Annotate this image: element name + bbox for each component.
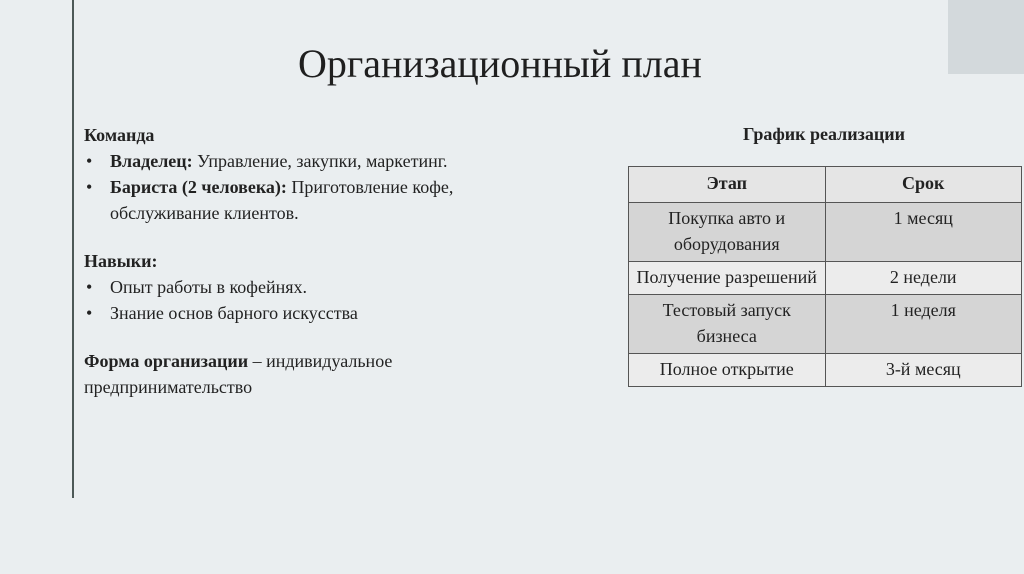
org-form-text: – индивидуальное предпринимательство xyxy=(84,351,393,397)
corner-decoration xyxy=(948,0,1024,74)
skills-item-text: Знание основ барного искусства xyxy=(110,303,358,323)
schedule-header-row xyxy=(629,167,1022,203)
team-item-text: Управление, закупки, маркетинг. xyxy=(192,151,448,171)
schedule-table xyxy=(628,166,1022,387)
team-item-label: Владелец: xyxy=(110,151,193,171)
bullet-icon: • xyxy=(86,151,93,171)
table-row xyxy=(629,262,1022,295)
skills-item-text: Опыт работы в кофейнях. xyxy=(110,277,307,297)
team-heading: Команда xyxy=(84,125,155,145)
page-title: Организационный план xyxy=(298,41,702,86)
left-content xyxy=(84,122,554,400)
team-item-label: Бариста (2 человека): xyxy=(110,177,287,197)
term-cell: 1 неделя xyxy=(825,295,1022,354)
schedule-title: График реализации xyxy=(743,124,905,144)
stage-cell: Получение разрешений xyxy=(629,262,826,295)
bullet-icon: • xyxy=(86,277,93,297)
team-list xyxy=(84,148,554,226)
org-form xyxy=(84,348,554,400)
term-cell: 1 месяц xyxy=(825,203,1022,262)
skills-item xyxy=(84,274,554,300)
stage-cell: Тестовый запуск бизнеса xyxy=(629,295,826,354)
team-item-barista xyxy=(84,174,554,226)
term-cell: 2 недели xyxy=(825,262,1022,295)
table-row xyxy=(629,203,1022,262)
stage-cell: Полное открытие xyxy=(629,354,826,387)
left-divider-line xyxy=(72,0,74,498)
header-term: Срок xyxy=(825,167,1022,203)
term-cell: 3-й месяц xyxy=(825,354,1022,387)
skills-heading: Навыки: xyxy=(84,251,158,271)
org-form-label: Форма организации xyxy=(84,351,249,371)
skills-list xyxy=(84,274,554,326)
skills-item xyxy=(84,300,554,326)
bullet-icon: • xyxy=(86,177,93,197)
team-item-owner xyxy=(84,148,554,174)
bullet-icon: • xyxy=(86,303,93,323)
stage-cell: Покупка авто и оборудования xyxy=(629,203,826,262)
table-row xyxy=(629,295,1022,354)
header-stage: Этап xyxy=(629,167,826,203)
table-row xyxy=(629,354,1022,387)
team-item-text: Приготовление кофе, обслуживание клиентов. xyxy=(110,177,454,223)
